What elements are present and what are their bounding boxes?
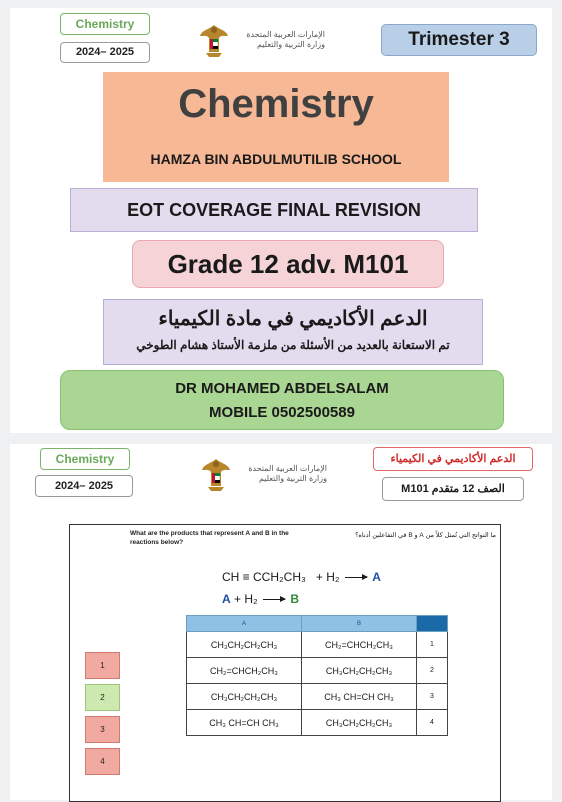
ministry-line2: وزارة التربية والتعليم <box>256 40 325 49</box>
ministry-line1: الإمارات العربية المتحدة <box>248 464 327 473</box>
cell-number: 1 <box>417 632 448 658</box>
academic-year: 2024– 2025 <box>35 475 133 497</box>
question-panel <box>69 524 501 802</box>
arrow-icon <box>263 599 285 600</box>
table-row <box>187 710 448 736</box>
reaction-1 <box>222 570 381 584</box>
reaction-2-product: B <box>290 592 300 606</box>
reaction-2-reactant: A <box>222 592 231 606</box>
choice-button-4[interactable]: 4 <box>85 748 120 775</box>
school-name: HAMZA BIN ABDULMUTILIB SCHOOL <box>150 151 402 167</box>
cell-a: CH₃CH₂CH₂CH₃ <box>187 632 302 658</box>
cell-b: CH₃CH₂CH₂CH₃ <box>302 658 417 684</box>
cell-number: 4 <box>417 710 448 736</box>
question-text-ar: ما النواتج التي تُمثل كلاً من A و B في التفاعلين أدناه؟ <box>355 532 496 539</box>
cell-number: 2 <box>417 658 448 684</box>
cell-b: CH₃CH₂CH₂CH₃ <box>302 710 417 736</box>
answer-table <box>186 615 448 736</box>
column-header-b: B <box>302 616 417 632</box>
ministry-line2: وزارة التربية والتعليم <box>258 474 327 483</box>
teacher-mobile: MOBILE 0502500589 <box>209 404 355 421</box>
table-row <box>187 684 448 710</box>
ministry-header <box>232 464 327 484</box>
academic-year: 2024– 2025 <box>60 42 150 63</box>
uae-emblem-icon <box>198 22 230 60</box>
reaction-2-plus: + H₂ <box>234 592 258 606</box>
cell-number: 3 <box>417 684 448 710</box>
ministry-header <box>230 30 325 50</box>
cell-a: CH₃ CH=CH CH₃ <box>187 710 302 736</box>
grade-title: Grade 12 adv. M101 <box>132 240 444 288</box>
teacher-box <box>60 370 504 430</box>
table-header-row <box>187 616 448 632</box>
revision-title: EOT COVERAGE FINAL REVISION <box>70 188 478 232</box>
arabic-subtitle: تم الاستعانة بالعديد من الأسئلة من ملزمة الأستاذ هشام الطوخي <box>136 338 450 352</box>
cover-page <box>10 8 552 433</box>
subject-title: Chemistry <box>178 82 374 126</box>
subject-label: Chemistry <box>60 13 150 35</box>
choice-button-2[interactable]: 2 <box>85 684 120 711</box>
teacher-name: DR MOHAMED ABDELSALAM <box>175 380 389 397</box>
table-row <box>187 658 448 684</box>
academic-support-label: الدعم الأكاديمي في الكيمياء <box>373 447 533 471</box>
grade-label: الصف 12 متقدم M101 <box>382 477 524 501</box>
cell-b: CH₃ CH=CH CH₃ <box>302 684 417 710</box>
trimester-badge: Trimester 3 <box>381 24 537 56</box>
question-page <box>10 444 552 800</box>
ministry-line1: الإمارات العربية المتحدة <box>246 30 325 39</box>
uae-emblem-icon <box>200 456 232 494</box>
cell-a: CH₃CH₂CH₂CH₃ <box>187 684 302 710</box>
cell-b: CH₂=CHCH₂CH₃ <box>302 632 417 658</box>
reaction-2 <box>222 592 299 606</box>
reaction-1-reactant: CH ≡ CCH₂CH₃ <box>222 570 306 584</box>
column-header-number <box>417 616 448 632</box>
table-row <box>187 632 448 658</box>
cell-a: CH₂=CHCH₂CH₃ <box>187 658 302 684</box>
title-box <box>103 72 449 182</box>
choice-button-1[interactable]: 1 <box>85 652 120 679</box>
reaction-1-plus: + H₂ <box>315 570 340 584</box>
arrow-icon <box>345 577 367 578</box>
arabic-title: الدعم الأكاديمي في مادة الكيمياء <box>158 308 428 330</box>
arabic-title-box <box>103 299 483 365</box>
choice-button-3[interactable]: 3 <box>85 716 120 743</box>
reaction-1-product: A <box>372 570 381 584</box>
column-header-a: A <box>187 616 302 632</box>
question-text-en: What are the products that represent A and B in the reactions below? <box>130 530 289 546</box>
subject-label: Chemistry <box>40 448 130 470</box>
